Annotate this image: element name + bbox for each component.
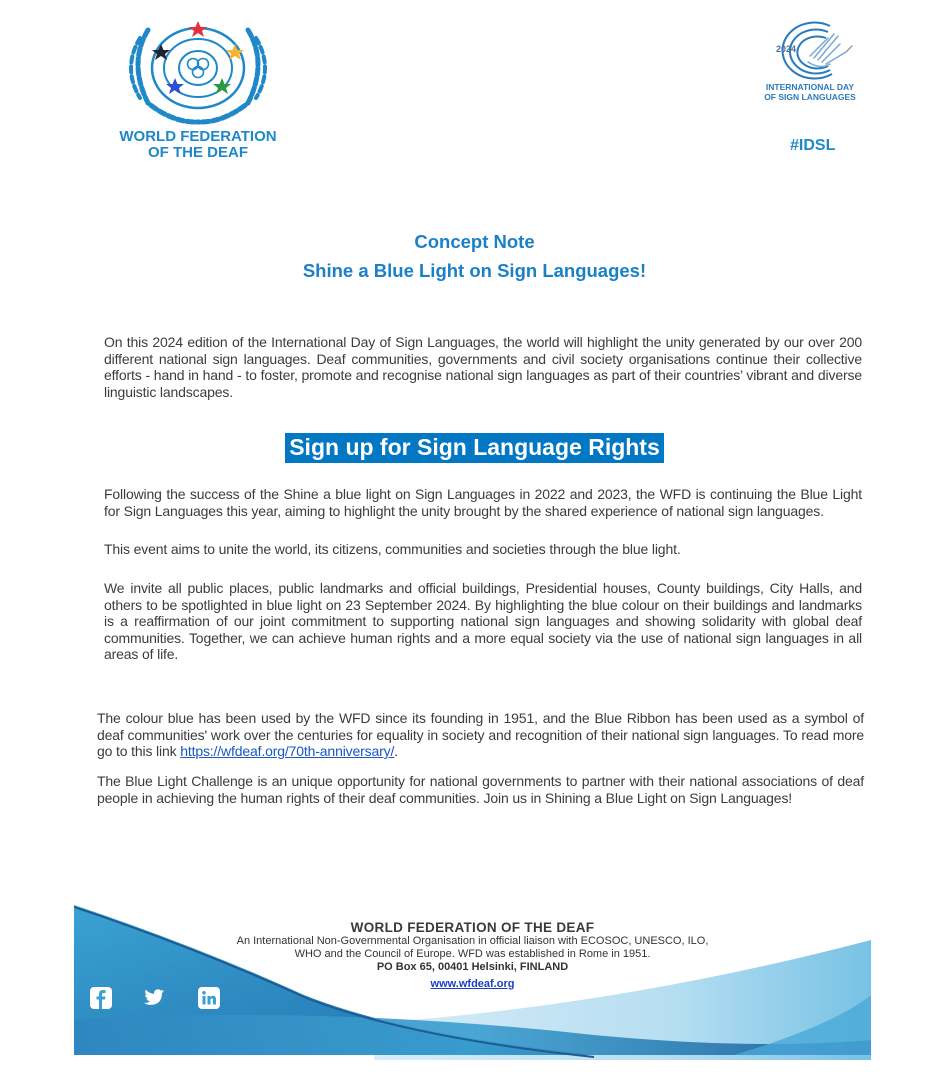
section-banner: [0, 433, 949, 463]
paragraph-following: Following the success of the Shine a blue light on Sign Languages in 2022 and 2023, the WFD is continuing the Blue Light for Sign Languages this year, aiming to highlight the unity brought by the shared experience of national sign languages.: [104, 486, 862, 519]
anniversary-link[interactable]: https://wfdeaf.org/70th-anniversary/: [180, 743, 395, 759]
event-name-line2: OF SIGN LANGUAGES: [764, 92, 856, 102]
footer-description-line1: An International Non-Governmental Organisation in official liaison with ECOSOC, UNESCO, ILO,: [236, 935, 709, 947]
org-name-line1: WORLD FEDERATION: [119, 128, 277, 145]
star-red-icon: [189, 21, 207, 37]
footer-address: PO Box 65, 00401 Helsinki, FINLAND: [376, 961, 569, 973]
paragraph-colour-text: The colour blue has been used by the WFD since its founding in 1951, and the Blue Ribbon has been used as a symbol of deaf communities' work over the centuries for equality in society and recognition of their national sign languages. To read more go to this link: [97, 710, 864, 759]
footer-website-link[interactable]: www.wfdeaf.org: [430, 978, 515, 990]
footer-info: [74, 920, 871, 992]
star-blue-icon: [166, 78, 184, 94]
org-name: [100, 129, 296, 161]
paragraph-colour: [97, 710, 864, 760]
idsl-hand-logo: [770, 18, 860, 80]
event-name: [750, 82, 870, 102]
paragraph-event: This event aims to unite the world, its citizens, communities and societies through the blue light.: [104, 541, 681, 557]
twitter-icon[interactable]: [143, 987, 165, 1009]
document-title: Concept Note: [414, 231, 535, 252]
hashtag: #IDSL: [790, 137, 836, 154]
intro-paragraph: On this 2024 edition of the International Day of Sign Languages, the world will highlight the unity generated by our over 200 different national sign languages. Deaf communities, governments and civil society organisations continue their collective efforts - hand in hand - to foster, promote and recognise national sign languages as part of their countries’ vibrant and diverse linguistic landscapes.: [104, 334, 862, 400]
logo-year-text: 2024: [776, 44, 797, 54]
document-subtitle: Shine a Blue Light on Sign Languages!: [302, 260, 647, 281]
wfd-emblem-logo: [118, 18, 278, 128]
footer-title: WORLD FEDERATION OF THE DEAF: [350, 920, 595, 935]
linkedin-icon[interactable]: [198, 987, 220, 1009]
section-heading: Sign up for Sign Language Rights: [285, 433, 664, 463]
paragraph-invite: We invite all public places, public landmarks and official buildings, Presidential houses, County buildings, City Halls, and others to be spotlighted in blue light on 23 September 2024. By highlighting the blue colour on their buildings and landmarks is a reaffirmation of our joint commitment to supporting national sign languages and showing solidarity with global deaf communities. Together, we can achieve human rights and a more equal society via the use of national sign languages in all areas of life.: [104, 580, 862, 662]
org-name-line2: OF THE DEAF: [148, 144, 248, 161]
footer-description-line2: WHO and the Council of Europe. WFD was established in Rome in 1951.: [294, 948, 651, 960]
facebook-icon[interactable]: [90, 987, 112, 1009]
paragraph-colour-end: .: [394, 743, 399, 759]
event-name-line1: INTERNATIONAL DAY: [765, 82, 855, 92]
paragraph-challenge: The Blue Light Challenge is an unique opportunity for national governments to partner with their national associations of deaf people in achieving the human rights of their deaf communities. Join us in Shining a Blue Light on Sign Languages!: [97, 773, 864, 806]
